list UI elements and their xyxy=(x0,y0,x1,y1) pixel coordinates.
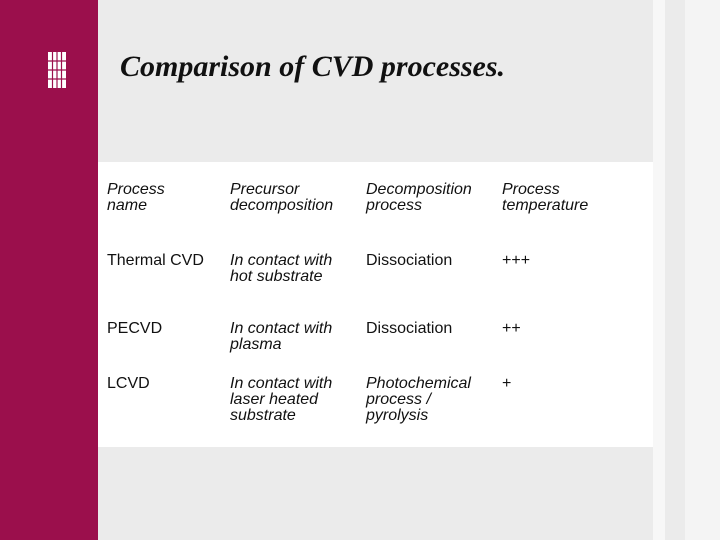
slide-title: Comparison of CVD processes. xyxy=(120,50,506,83)
grid-logo-icon xyxy=(48,52,66,88)
background-stripe-right xyxy=(685,0,720,540)
table-cell: Thermal CVD xyxy=(107,252,204,269)
comparison-table xyxy=(98,162,653,447)
table-cell: ++ xyxy=(502,320,521,337)
table-cell: PECVD xyxy=(107,320,163,337)
background-stripe xyxy=(653,0,665,540)
table-cell: Photochemical process / pyrolysis xyxy=(366,375,471,424)
header-decomposition-process: Decomposition process xyxy=(366,181,472,214)
table-cell: In contact with laser heated substrate xyxy=(230,375,333,424)
table-cell: In contact with plasma xyxy=(230,320,333,353)
table-cell: + xyxy=(502,375,512,392)
header-precursor-decomposition: Precursor decomposition xyxy=(230,181,334,214)
table-cell: Dissociation xyxy=(366,320,453,337)
header-process-temperature: Process temperature xyxy=(502,181,589,214)
table-cell: Dissociation xyxy=(366,252,453,269)
table-cell: +++ xyxy=(502,252,531,269)
header-process-name: Process name xyxy=(107,181,165,214)
table-cell: LCVD xyxy=(107,375,150,392)
table-cell: In contact with hot substrate xyxy=(230,252,333,285)
